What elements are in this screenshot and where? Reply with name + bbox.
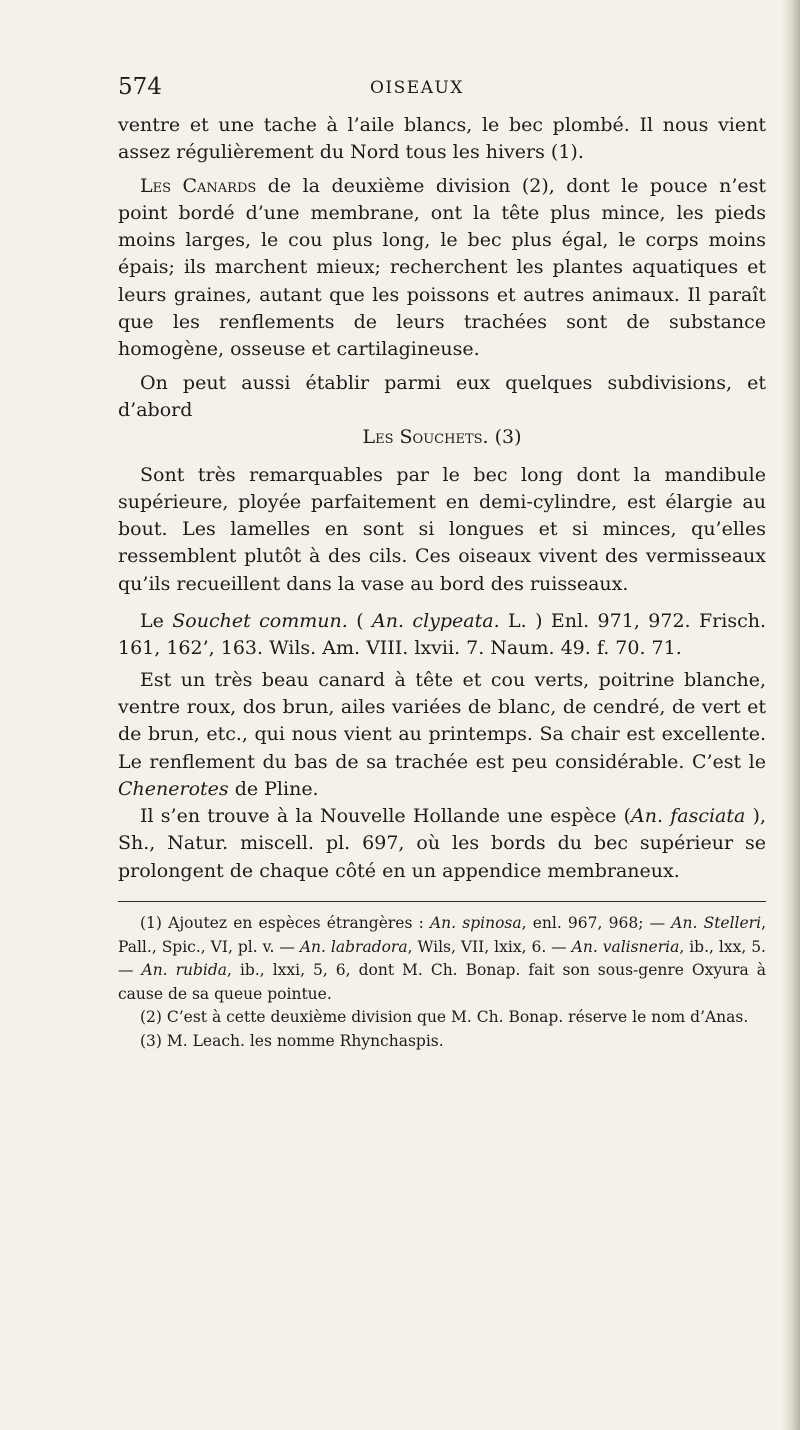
footnote-1-text-f: , ib., lxxi, 5, 6, dont M. Ch. Bonap. fait son sous-genre Oxyura à cause de sa queue pointue. — [118, 961, 766, 1003]
paragraph-3: On peut aussi établir parmi eux quelques subdivisions, et d’abord — [118, 371, 766, 421]
entry-open-paren: ( — [347, 610, 373, 633]
footnote-divider — [118, 901, 766, 902]
footnote-1-text-d: , Wils, VII, lxix, 6. — — [407, 937, 572, 956]
footnote-1-text-b: , enl. 967, 968; — — [521, 914, 672, 933]
footnote-2: (2) C’est à cette deuxième division que M. Ch. Bonap. réserve le nom d’Anas. — [140, 1008, 749, 1027]
footnote-1-species-d: An. valisneria — [571, 937, 680, 956]
footnote-1-species-b: An. Stelleri — [671, 914, 762, 933]
page-edge-shadow — [782, 0, 800, 1430]
main-text — [118, 112, 766, 1053]
paragraph-6 — [118, 803, 766, 885]
footnote-3: (3) M. Leach. les nomme Rhynchaspis. — [140, 1031, 444, 1050]
section-heading: Les Souchets. (3) — [362, 426, 522, 449]
footnotes — [118, 912, 766, 1053]
entry-latin-name: An. clypeata. — [372, 610, 500, 633]
entry-references: L. ) Enl. 971, 972. Frisch. 161, 162’, 163. Wils. Am. VIII. lxvii. 7. Naum. 49. f. 70. 71. — [118, 610, 766, 660]
footnote-1-text-a: (1) Ajoutez en espèces étrangères : — [140, 914, 430, 933]
footnote-1-text-e: , ib., lxx, 5. — — [118, 937, 766, 980]
footnote-1 — [118, 912, 766, 1006]
running-title: OISEAUX — [370, 78, 464, 98]
paragraph-5 — [118, 667, 766, 803]
paragraph-6-italic: An. fasciata — [631, 805, 746, 828]
paragraph-5-text-a: Est un très beau canard à tête et cou verts, poitrine blanche, ventre roux, dos brun, ailes variées de blanc, de cendré, de vert et de brun, etc., qui nous vient au printemps. Sa chair est excellente. Le renflement du bas de sa trachée est peu considérable. C’est le — [118, 668, 766, 773]
paragraph-4: Sont très remarquables par le bec long dont la mandibule supérieure, ployée parfaitement en demi-cylindre, est élargie au bout. Les lamelles en sont si longues et si minces, qu’elles ressemblent plutôt à des cils. Ces oiseaux vivent des vermisseaux qu’ils recueillent dans la vase au bord des ruisseaux. — [118, 463, 766, 595]
footnote-1-species-c: An. labradora — [299, 937, 408, 956]
footnote-1-species-e: An. rubida — [141, 961, 228, 980]
paragraph-1: ventre et une tache à l’aile blancs, le bec plombé. Il nous vient assez régulièrement du Nord tous les hivers (1). — [118, 114, 766, 164]
paragraph-6-text-a: Il s’en trouve à la Nouvelle Hollande une espèce ( — [140, 805, 632, 828]
species-entry — [118, 608, 766, 663]
paragraph-5-text-b: de Pline. — [228, 777, 319, 800]
footnote-1-species-a: An. spinosa — [429, 914, 522, 933]
paragraph-2 — [118, 173, 766, 364]
paragraph-5-italic: Chenerotes — [118, 777, 229, 800]
paragraph-2-label: Les Canards — [140, 174, 257, 197]
entry-article: Le — [140, 610, 173, 633]
paragraph-2-text: de la deuxième division (2), dont le pouce n’est point bordé d’une membrane, ont la tête plus mince, les pieds moins larges, le cou plus long, le bec plus égal, le corps moins épais; ils marchent mieux; recherchent les plantes aquatiques et leurs graines, autant que les poissons et autres animaux. Il paraît que les renflements de leurs trachées sont de substance homogène, osseuse et cartilagineuse. — [118, 174, 767, 361]
footnote-1-text-c: , Pall., Spic., VI, pl. v. — — [118, 914, 766, 956]
page-number: 574 — [118, 74, 162, 100]
entry-name: Souchet commun. — [172, 610, 348, 633]
paragraph-6-text-b: ), Sh., Natur. miscell. pl. 697, où les bords du bec supérieur se prolongent de chaque côté en un appendice membraneux. — [118, 805, 766, 882]
page-header — [118, 74, 766, 104]
